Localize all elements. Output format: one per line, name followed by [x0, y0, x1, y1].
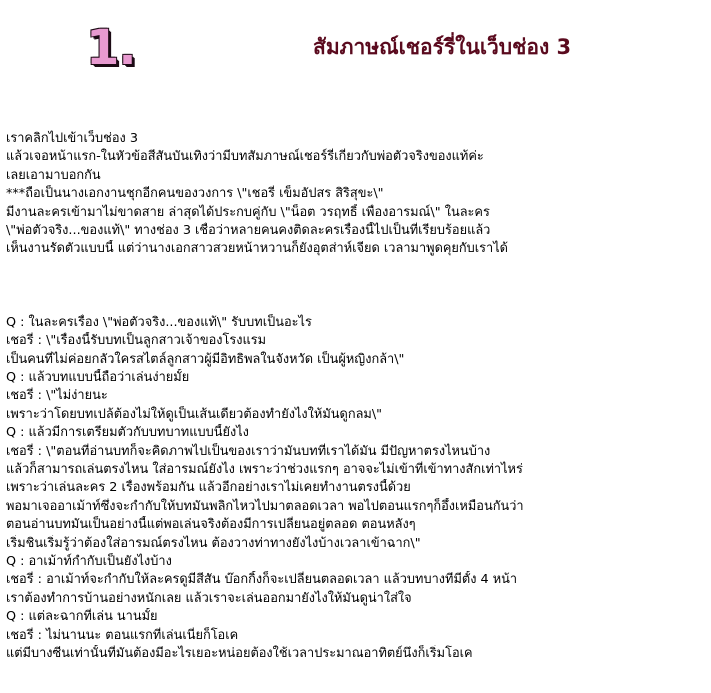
spacer — [6, 296, 706, 314]
interview-line: พอมาเจออาเม้าท์ซึ่งจะกำกับให้บทมันพลิกไหวไปมาตลอดเวลา พอไปตอนแรกๆก็อึ้งเหมือนกันว่า — [6, 498, 524, 514]
intro-line: เราคลิกไปเข้าเว็บช่อง 3 — [6, 131, 138, 146]
interview-line: ตอนอ่านบทมันเป็นอย่างนี้แต่พอเล่นจริงต้องมีการเปลี่ยนอยู่ตลอด ตอนหลังๆ — [6, 517, 416, 533]
interview-line: Q : แล้วบทแบบนี้ถือว่าเล่นง่ายมั้ย — [6, 370, 190, 386]
intro-line: เลยเอามาบอกกัน — [6, 167, 101, 183]
interview-line: เชอรี่ : \"ไม่ง่ายนะ — [6, 388, 108, 404]
interview-line: เริ่มชินเริ่มรู้ว่าต้องใส่อารมณ์ตรงไหน ต้องวางท่าทางยังไงบ้างเวลาเข้าฉาก\" — [6, 535, 421, 551]
interview-line: Q : ในละครเรื่อง \"พ่อตัวจริง...ของแท้\" รับบทเป็นอะไร — [6, 314, 312, 330]
intro-line: ***ถือเป็นนางเอกงานชุกอีกคนของวงการ \"เชอรี่ เข็มอัปสร สิริสุขะ\" — [6, 186, 384, 202]
spacer — [6, 277, 706, 295]
page-title: สัมภาษณ์เชอร์รี่ในเว็บช่อง 3 — [313, 35, 572, 59]
interview-section — [6, 314, 706, 663]
interview-line: เป็นคนที่ไม่ค่อยกลัวใครสไตล์ลูกสาวผู้มีอิทธิพลในจังหวัด เป็นผู้หญิงกล้า\" — [6, 351, 405, 367]
number-logo: 1. — [86, 20, 136, 76]
intro-line: เห็นงานรัดตัวแบบนี้ แต่ว่านางเอกสาวสวยหน้าหวานก็ยังอุตส่าห์เจียด เวลามาพูดคุยกับเราได้ — [6, 241, 508, 257]
intro-section — [6, 130, 706, 259]
interview-line: Q : แต่ละฉากที่เล่น นานมั้ย — [6, 609, 158, 625]
intro-line: มีงานละครเข้ามาไม่ขาดสาย ล่าสุดได้ประกบคู่กับ \"น็อต วรฤทธิ์ เพื่องอารมณ์\" ในละคร — [6, 204, 490, 220]
interview-line: เชอรี่ : \"เรื่องนี้รับบทเป็นลูกสาวเจ้าของโรงแรม — [6, 333, 267, 349]
article-body — [6, 130, 706, 663]
interview-line: แต่มีบางซีนเท่านั้นที่มันต้องมีอะไรเยอะหน่อยต้องใช้เวลาประมาณอาทิตย์นึงก็เริ่มโอเค — [6, 645, 473, 661]
intro-line: \"พ่อตัวจริง...ของแท้\" ทางช่อง 3 เชื่อว่าหลายคนคงติดละครเรื่องนี้ไปเป็นที่เรียบร้อยแล้ว — [6, 222, 491, 238]
interview-line: เพราะว่าโดยบทเปล้ต้องไม่ให้ดูเป็นเส้นเดียวต้องทำยังไงให้มันดูกลม\" — [6, 406, 383, 422]
article-header — [0, 0, 711, 110]
spacer — [6, 259, 706, 277]
interview-line: เชอรี่ : ไม่นานนะ ตอนแรกที่เล่นเนี่ยก็โอเค — [6, 627, 239, 643]
interview-line: เชอรี่ : อาเม้าท์จะกำกับให้ละครดูมีสีสัน บ๊อกกิ้งก็จะเปลี่ยนตลอดเวลา แล้วบทบางทีมีตั้ง 4 หน้า — [6, 572, 518, 588]
interview-line: เชอรี่ : \"ตอนที่อ่านบทก็จะคิดภาพไปเป็นของเราว่ามันบทที่เราได้มัน มีปัญหาตรงไหนบ้าง — [6, 443, 491, 459]
interview-line: Q : อาเม้าท์กำกับเป็นยังไงบ้าง — [6, 553, 172, 569]
intro-line: แล้วเจอหน้าแรก-ในหัวข้อสีสันบันเทิงว่ามีบทสัมภาษณ์เชอร์รี่เกี่ยวกับพ่อตัวจริงของแท้ค่ะ — [6, 149, 484, 165]
interview-line: เพราะว่าเล่นละคร 2 เรื่องพร้อมกัน แล้วอีกอย่างเราไม่เคยทำงานตรงนี้ด้วย — [6, 480, 411, 496]
interview-line: Q : แล้วมีการเตรียมตัวกับบทบาทแบบนี้ยังไง — [6, 425, 249, 441]
interview-line: แล้วก็สามารถเล่นตรงไหน ใส่อารมณ์ยังไง เพราะว่าช่วงแรกๆ อาจจะไม่เข้าที่เข้าทางสักเท่าไหร่ — [6, 462, 523, 478]
interview-line: เราต้องทำการบ้านอย่างหนักเลย แล้วเราจะเล่นออกมายังไงให้มันดูน่าใส่ใจ — [6, 590, 412, 606]
